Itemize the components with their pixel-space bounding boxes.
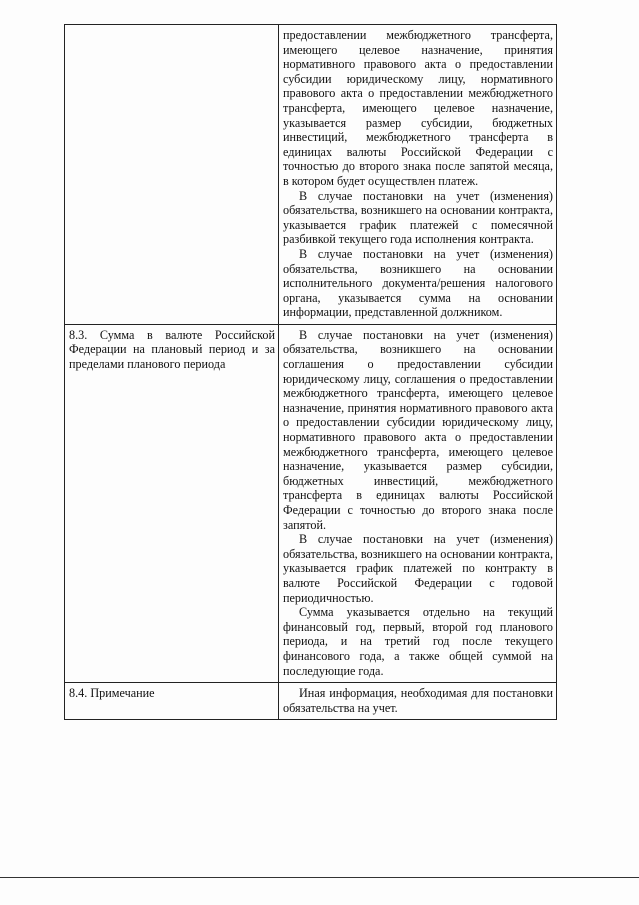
table-row — [65, 324, 557, 682]
description-paragraph: В случае постановки на учет (изменения) обязательства, возникшего на основании контракта, указывается график платежей по контракту в валюте Российской Федерации с годовой периодичностью. — [283, 532, 553, 605]
row-label: 8.4. Примечание — [65, 683, 279, 720]
description-paragraph: В случае постановки на учет (изменения) обязательства, возникшего на основании исполнительного документа/решения налогового органа, указывается сумма на основании информации, представленной должником. — [283, 246, 553, 320]
description-paragraph: В случае постановки на учет (изменения) обязательства, возникшего на основании соглашения о предоставлении субсидии юридическому лицу, соглашения о предоставлении межбюджетного трансферта, имеющего целевое назначение, принятия нормативного правового акта о предоставлении субсидии юридическому лицу, нормативного правового акта о предоставлении межбюджетного трансферта, имеющего целевое назначение, указывается размер субсидии, бюджетных инвестиций, межбюджетного трансферта в единицах валюты Российской Федерации с точностью до второго знака после запятой. — [283, 327, 553, 532]
description-paragraph: Иная информация, необходимая для постановки обязательства на учет. — [283, 686, 553, 715]
row-label — [65, 25, 279, 325]
table-row — [65, 683, 557, 720]
row-description — [279, 25, 557, 325]
row-description — [279, 683, 557, 720]
description-paragraph: предоставлении межбюджетного трансферта, имеющего целевое назначение, принятия нормативного правового акта о предоставлении субсидии юридическому лицу, нормативного правового акта о предоставлении межбюджетного трансферта, имеющего целевое назначение, указывается размер субсидии, бюджетных инвестиций, межбюджетного трансферта в единицах валюты Российской Федерации с точностью до второго знака после запятой месяца, в котором будет осуществлен платеж. — [283, 28, 553, 188]
row-label: 8.3. Сумма в валюте Российской Федерации на плановый период и за пределами планового периода — [65, 324, 279, 682]
page-bottom-rule — [0, 877, 639, 878]
description-paragraph: Сумма указывается отдельно на текущий финансовый год, первый, второй год планового периода, и на третий год после текущего финансового года, а также общей суммой на последующие года. — [283, 605, 553, 678]
row-description — [279, 324, 557, 682]
table-row — [65, 25, 557, 325]
document-table — [64, 24, 557, 720]
description-paragraph: В случае постановки на учет (изменения) обязательства, возникшего на основании контракта, указывается график платежей с помесячной разбивкой текущего года исполнения контракта. — [283, 188, 553, 247]
